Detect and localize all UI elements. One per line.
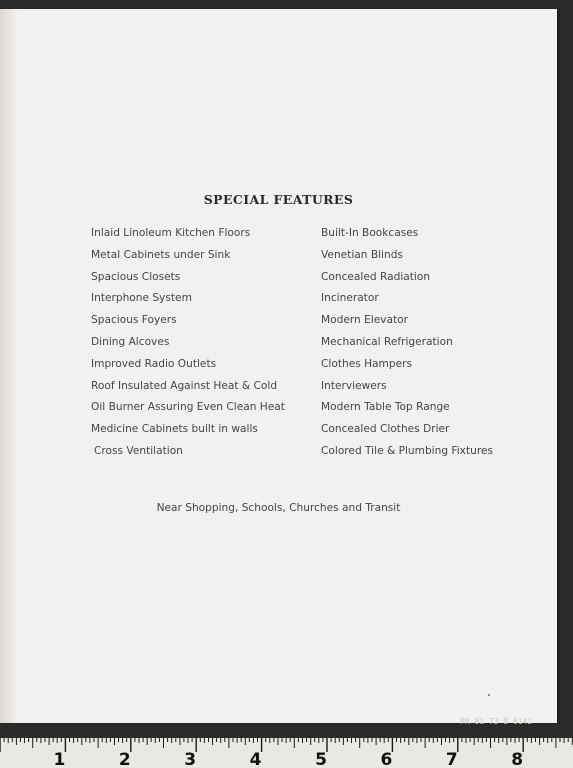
features-list-right <box>321 223 493 463</box>
feature-item: Roof Insulated Against Heat & Cold <box>91 379 278 392</box>
archive-stamp: PR 01 73 8 0142 <box>460 717 533 726</box>
page-title: SPECIAL FEATURES <box>203 192 354 207</box>
feature-item: Spacious Foyers <box>91 314 177 327</box>
feature-item: Medicine Cabinets built in walls <box>91 423 258 436</box>
feature-item: Cross Ventilation <box>94 444 183 457</box>
feature-item: Modern Elevator <box>321 314 409 327</box>
page-fold-shadow <box>0 9 18 723</box>
feature-item: Interphone System <box>91 292 192 305</box>
feature-item: Clothes Hampers <box>321 357 412 370</box>
ruler-number: 8 <box>511 750 524 768</box>
page-speck <box>488 694 490 696</box>
feature-item: Concealed Clothes Drier <box>321 423 450 436</box>
ruler-number: 7 <box>445 750 458 768</box>
feature-item: Colored Tile & Plumbing Fixtures <box>321 444 493 457</box>
footer-note: Near Shopping, Schools, Churches and Transit <box>156 502 401 514</box>
feature-item: Metal Cabinets under Sink <box>91 248 231 261</box>
feature-item: Venetian Blinds <box>321 248 403 261</box>
document-page <box>0 9 557 726</box>
feature-item: Concealed Radiation <box>321 270 431 283</box>
ruler-number: 6 <box>380 750 393 768</box>
feature-item: Interviewers <box>321 379 387 392</box>
feature-item: Built-In Bookcases <box>321 227 419 239</box>
ruler-number: 4 <box>249 750 262 768</box>
feature-item: Improved Radio Outlets <box>91 357 217 370</box>
feature-item: Incinerator <box>321 292 379 305</box>
ruler-scale <box>0 738 573 768</box>
ruler-number: 3 <box>184 750 197 768</box>
feature-item: Spacious Closets <box>91 270 181 283</box>
ruler-number: 2 <box>118 750 131 768</box>
feature-item: Modern Table Top Range <box>321 401 450 414</box>
feature-item: Oil Burner Assuring Even Clean Heat <box>91 401 285 414</box>
feature-item: Dining Alcoves <box>91 335 170 348</box>
measuring-ruler <box>0 738 573 768</box>
ruler-number: 5 <box>315 750 327 768</box>
feature-item: Inlaid Linoleum Kitchen Floors <box>91 227 251 239</box>
ruler-number: 1 <box>53 750 66 768</box>
features-list-left <box>91 223 285 463</box>
feature-item: Mechanical Refrigeration <box>321 335 453 348</box>
